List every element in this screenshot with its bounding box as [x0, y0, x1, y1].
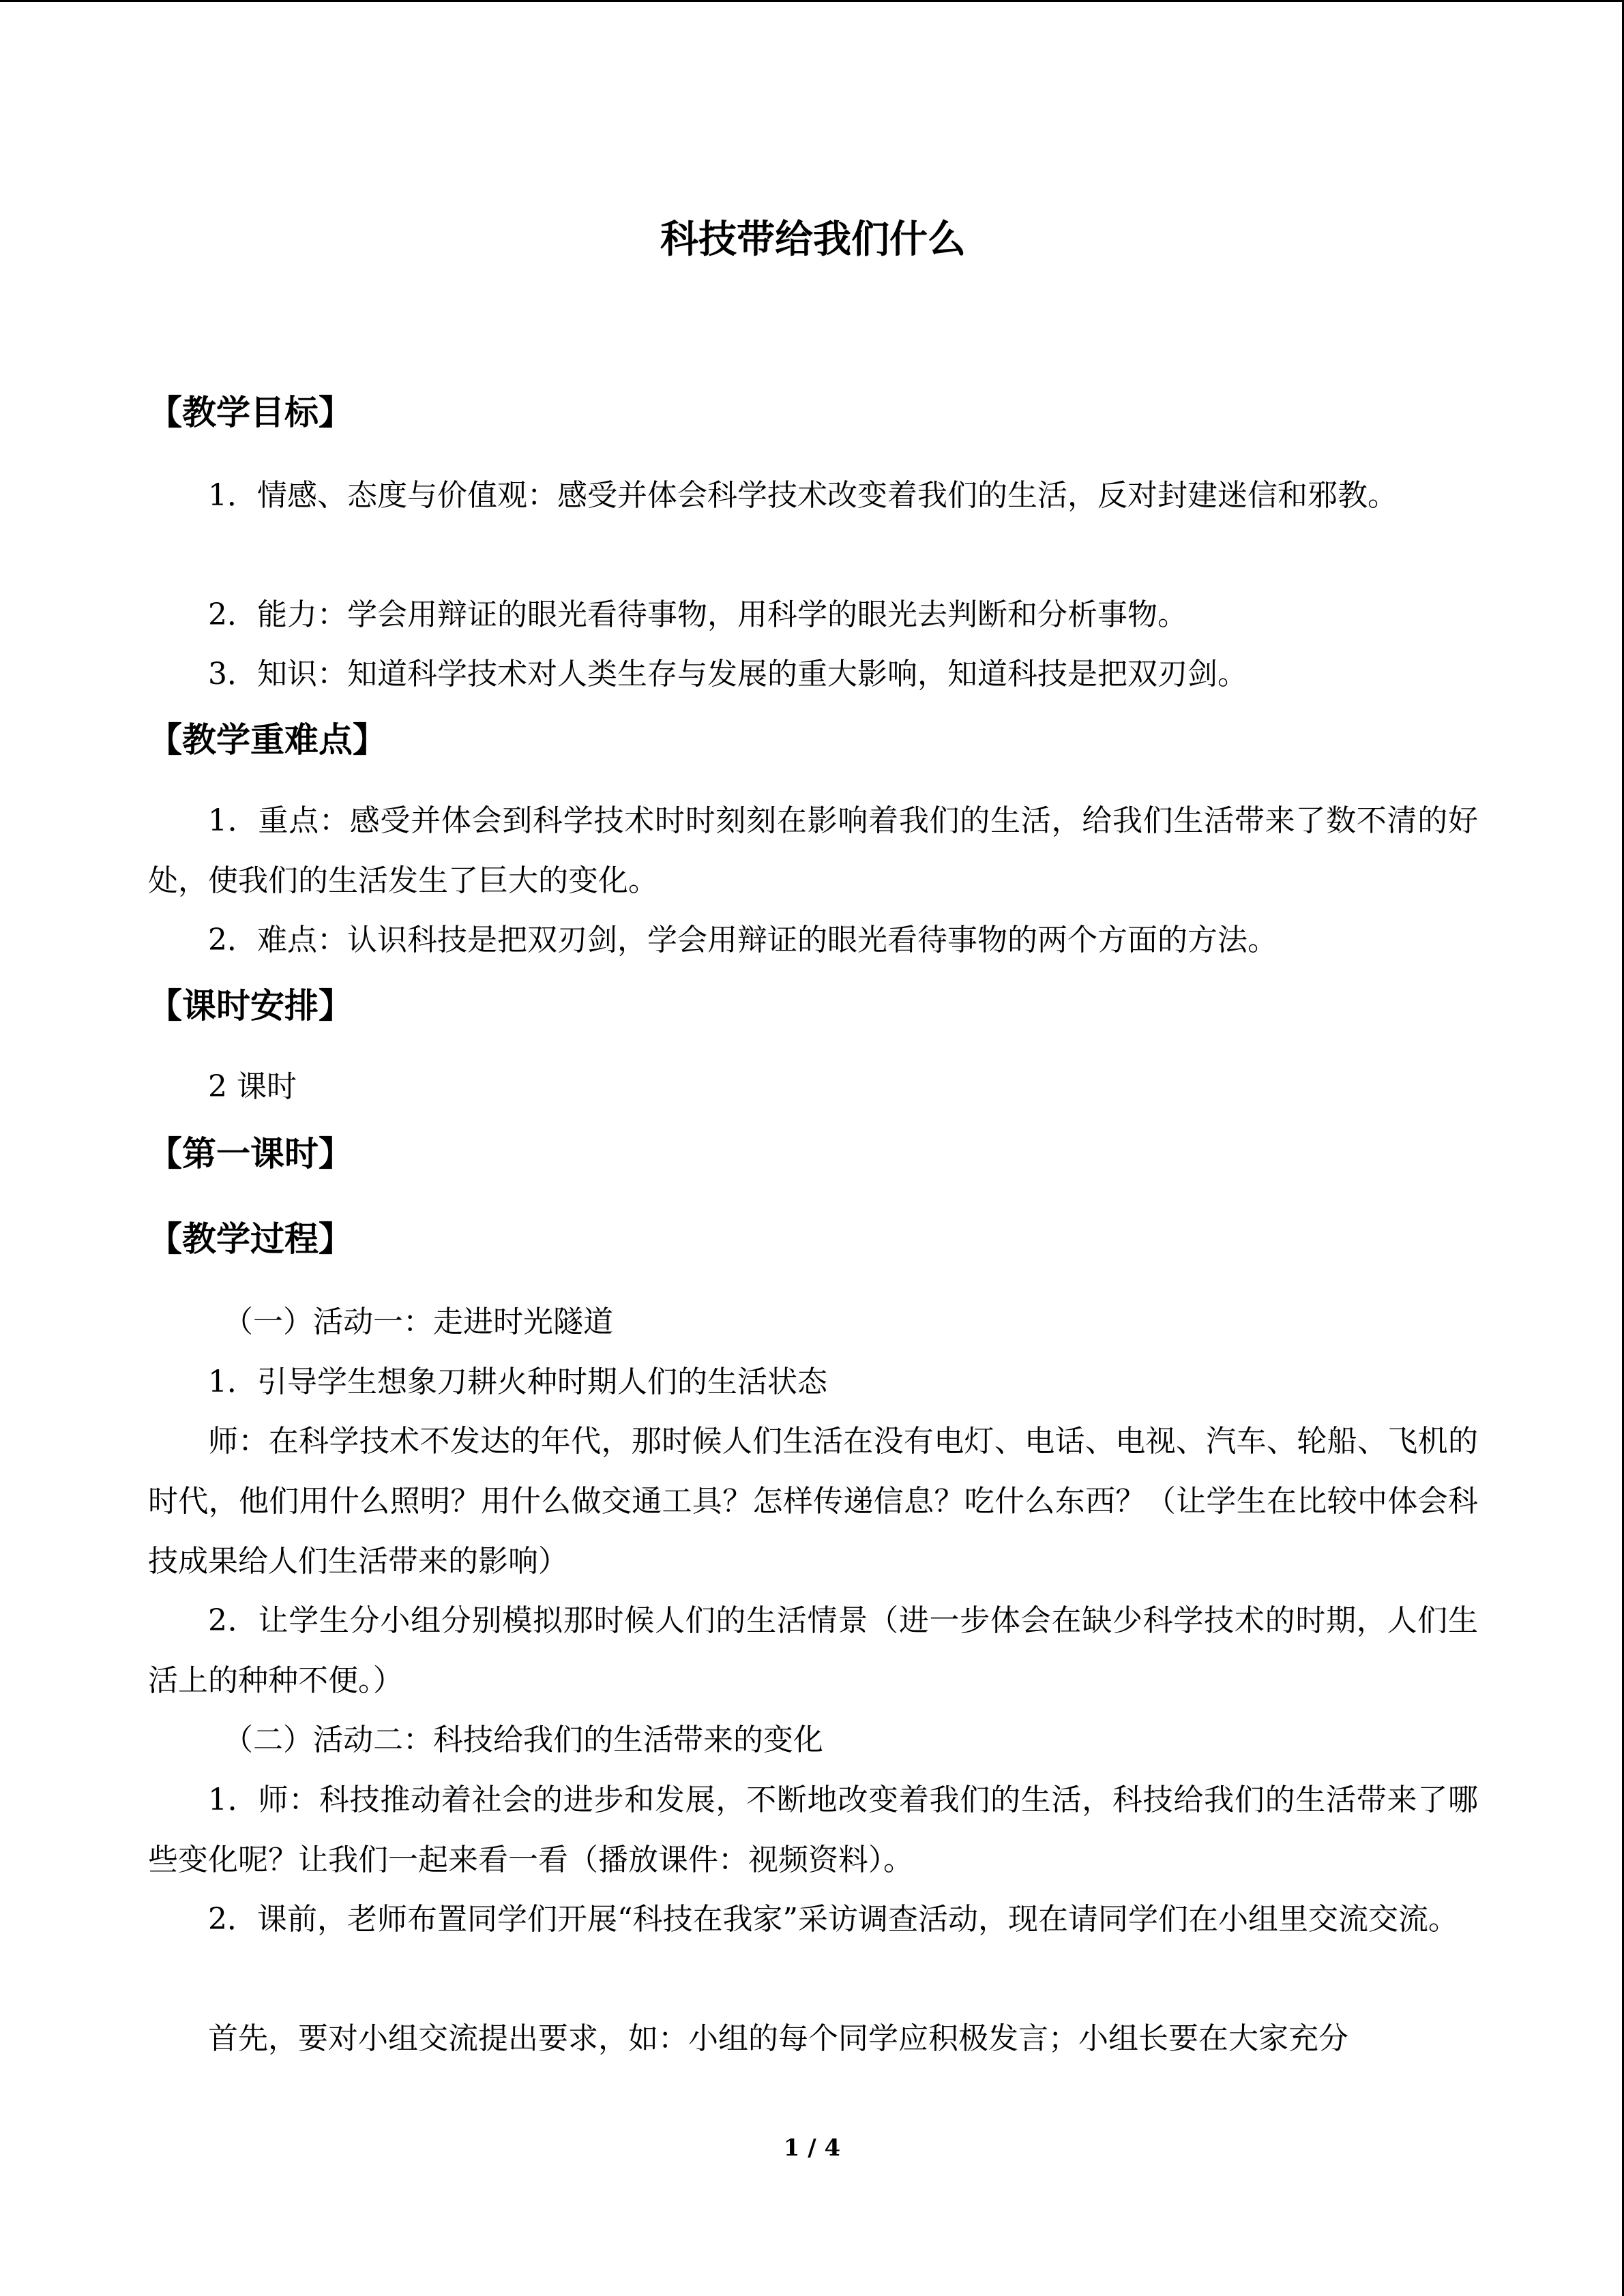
objective-item-3: 3．知识：知道科学技术对人类生存与发展的重大影响，知道科技是把双刃剑。 [208, 657, 1247, 691]
key-point-item-2: 2．难点：认识科技是把双刃剑，学会用辩证的眼光看待事物的两个方面的方法。 [208, 923, 1278, 957]
objective-item-2: 2．能力：学会用辩证的眼光看待事物，用科学的眼光去判断和分析事物。 [208, 597, 1187, 632]
objective-item-1: 1．情感、态度与价值观：感受并体会科学技术改变着我们的生活，反对封建迷信和邪教。 [208, 478, 1398, 513]
page-top-border [0, 0, 1624, 2]
section-heading-schedule: 【课时安排】 [148, 986, 353, 1026]
process-item: 2．让学生分小组分别模拟那时候人们的生活情景（进一步体会在缺少科学技术的时期，人们生活上的种种不便。） [148, 1603, 1478, 1698]
page-title: 科技带给我们什么 [660, 217, 966, 262]
process-activity-1-title: （一）活动一：走进时光隧道 [223, 1304, 613, 1339]
section-heading-process: 【教学过程】 [148, 1219, 353, 1259]
key-point-item-1: 1．重点：感受并体会到科学技术时时刻刻在影响着我们的生活，给我们生活带来了数不清的好处，使我们的生活发生了巨大的变化。 [148, 803, 1478, 898]
section-heading-objectives: 【教学目标】 [148, 393, 353, 432]
process-item: 1．引导学生想象刀耕火种时期人们的生活状态 [208, 1365, 827, 1399]
process-item: 2．课前，老师布置同学们开展“科技在我家”采访调查活动，现在请同学们在小组里交流交流。 [208, 1902, 1458, 1937]
process-activity-2-title: （二）活动二：科技给我们的生活带来的变化 [223, 1723, 823, 1757]
process-item: 1．师：科技推动着社会的进步和发展，不断地改变着我们的生活，科技给我们的生活带来了哪些变化呢？让我们一起来看一看（播放课件：视频资料）。 [148, 1783, 1478, 1877]
section-heading-first-lesson: 【第一课时】 [148, 1134, 353, 1174]
page-number: 1 / 4 [783, 2134, 841, 2162]
process-item: 师：在科学技术不发达的年代，那时候人们生活在没有电灯、电话、电视、汽车、轮船、飞机的时代，他们用什么照明？用什么做交通工具？怎样传递信息？吃什么东西？（让学生在比较中体会科技成果给人们生活带来的影响） [148, 1424, 1478, 1579]
schedule-text: 2 课时 [208, 1069, 297, 1104]
process-item: 首先，要对小组交流提出要求，如：小组的每个同学应积极发言；小组长要在大家充分 [208, 2021, 1348, 2056]
section-heading-key-points: 【教学重难点】 [148, 720, 387, 760]
